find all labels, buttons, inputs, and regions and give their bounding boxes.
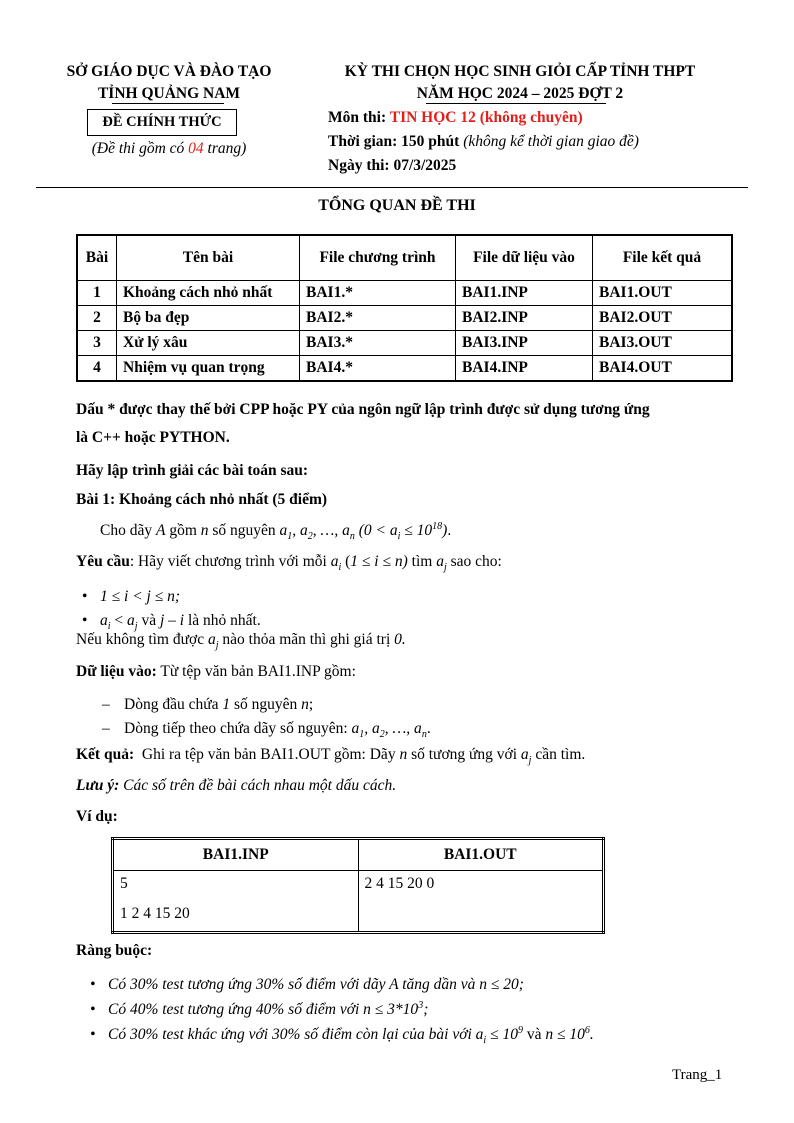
time-note: (không kể thời gian giao đề) [463, 133, 639, 150]
problem-heading: Bài 1: Khoảng cách nhỏ nhất (5 điểm) [76, 491, 328, 508]
constraints-label: Ràng buộc: [76, 942, 153, 959]
exam-title: KỲ THI CHỌN HỌC SINH GIỎI CẤP TỈNH THPT [344, 63, 696, 80]
time-label: Thời gian: 150 phút [328, 133, 464, 150]
example-output-cell [358, 871, 604, 933]
time-line [328, 131, 639, 153]
table-cell: BAI1.* [300, 281, 456, 306]
overview-header-row [77, 235, 732, 281]
overview-title: TỔNG QUAN ĐỀ THI [318, 197, 476, 214]
subject-label: Môn thi: [328, 109, 390, 126]
school-year: NĂM HỌC 2024 – 2025 ĐỢT 2 [416, 85, 624, 102]
page-number: Trang_1 [672, 1067, 723, 1083]
list-item: – Dòng đầu chứa 1 số nguyên n; [100, 693, 431, 717]
exam-date: Ngày thi: 07/3/2025 [328, 157, 457, 174]
note-label: Lưu ý: [76, 777, 120, 794]
list-item: – Dòng tiếp theo chứa dãy số nguyên: $a_1$, $a_2$, …, $a_n$. [100, 717, 431, 741]
table-cell: BAI1.INP [456, 281, 593, 306]
table-cell: BAI4.INP [456, 356, 593, 382]
list-item: • Có 30% test khác ứng với 30% số điểm còn lại của bài với $a_i \le 10^9$ và $n \le 10^6$. [84, 1022, 594, 1047]
requirement-conditions [76, 585, 261, 633]
example-row [113, 871, 604, 933]
table-row [77, 331, 732, 356]
col-header: File chương trình [300, 235, 456, 281]
note-text: Các số trên đề bài cách nhau một dấu cách. [119, 777, 397, 794]
input-description [76, 663, 356, 681]
table-row [77, 356, 732, 382]
table-cell: Xử lý xâu [117, 331, 300, 356]
example-col-input: BAI1.INP [113, 839, 359, 871]
input-lines [100, 693, 431, 741]
input-label: Dữ liệu vào: [76, 663, 157, 680]
note-line-1: Dấu * được thay thế bởi CPP hoặc PY của ngôn ngữ lập trình được sử dụng tương ứng [76, 401, 650, 418]
pages-note-post: trang) [203, 140, 247, 157]
output-description: Kết quả: Ghi ra tệp văn bản BAI1.OUT gồm: Dãy n số tương ứng với $a_j$ cần tìm. [76, 746, 586, 767]
problem-intro: Cho dãy A gồm n số nguyên $a_1$, $a_2$, …, $a_n$ $(0 < a_i \le 10^{18})$. [100, 520, 452, 543]
example-label: Ví dụ: [76, 808, 118, 825]
subject-value: TIN HỌC 12 (không chuyên) [389, 109, 583, 126]
school-year-underline [426, 103, 606, 104]
pages-note-pre: (Đề thi gồm có [91, 140, 189, 157]
example-input-line: 5 [120, 875, 128, 892]
table-cell: 2 [77, 306, 117, 331]
col-header: Bài [77, 235, 117, 281]
table-cell: BAI1.OUT [593, 281, 733, 306]
department-block [40, 61, 298, 105]
table-cell: Nhiệm vụ quan trọng [117, 356, 300, 382]
official-badge: ĐỀ CHÍNH THỨC [87, 109, 237, 136]
table-row [77, 281, 732, 306]
table-cell: BAI3.* [300, 331, 456, 356]
table-cell: BAI3.INP [456, 331, 593, 356]
table-cell: BAI2.OUT [593, 306, 733, 331]
province-underline [112, 103, 224, 104]
note-line-2: là C++ hoặc PYTHON. [76, 429, 230, 446]
overview-table [76, 234, 733, 382]
table-cell: Bộ ba đẹp [117, 306, 300, 331]
header-divider [36, 187, 748, 188]
list-item: • Có 40% test tương ứng 40% số điểm với $n \le 3*10^3$; [84, 997, 594, 1022]
example-table [111, 837, 605, 934]
table-row [77, 306, 732, 331]
example-header-row [113, 839, 604, 871]
input-text: Từ tệp văn bản BAI1.INP gồm: [156, 663, 356, 680]
example-output-line: 2 4 15 20 0 [364, 875, 435, 892]
exam-title-block [300, 61, 740, 105]
table-cell: 1 [77, 281, 117, 306]
requirement: Yêu cầu: Hãy viết chương trình với mỗi $a_i$ (1 ≤ i ≤ n) tìm $a_j$ sao cho: [76, 553, 502, 574]
table-cell: 3 [77, 331, 117, 356]
province-name: TỈNH QUẢNG NAM [97, 85, 241, 102]
example-input-line: 1 2 4 15 20 [120, 905, 190, 922]
department-name: SỞ GIÁO DỤC VÀ ĐÀO TẠO [66, 63, 272, 80]
example-input-cell [113, 871, 359, 933]
subject-line [328, 107, 583, 129]
table-cell: Khoảng cách nhỏ nhất [117, 281, 300, 306]
pages-note [40, 140, 298, 158]
col-header: Tên bài [117, 235, 300, 281]
col-header: File kết quả [593, 235, 733, 281]
list-item: • 1 ≤ i < j ≤ n; [76, 585, 261, 609]
table-cell: BAI4.OUT [593, 356, 733, 382]
example-col-output: BAI1.OUT [358, 839, 604, 871]
note [76, 777, 396, 795]
constraints-list [84, 972, 594, 1047]
list-item: • Có 30% test tương ứng 30% số điểm với dãy A tăng dần và n ≤ 20; [84, 972, 594, 997]
table-cell: BAI3.OUT [593, 331, 733, 356]
fallback-rule: Nếu không tìm được $a_j$ nào thỏa mãn thì ghi giá trị 0. [76, 631, 406, 652]
table-cell: BAI2.* [300, 306, 456, 331]
col-header: File dữ liệu vào [456, 235, 593, 281]
file-extension-note [76, 396, 756, 452]
table-cell: BAI2.INP [456, 306, 593, 331]
pages-count: 04 [188, 140, 204, 157]
table-cell: BAI4.* [300, 356, 456, 382]
instruction: Hãy lập trình giải các bài toán sau: [76, 462, 309, 479]
table-cell: 4 [77, 356, 117, 382]
list-item: • $a_i < a_j$ và j – i là nhỏ nhất. [76, 609, 261, 633]
